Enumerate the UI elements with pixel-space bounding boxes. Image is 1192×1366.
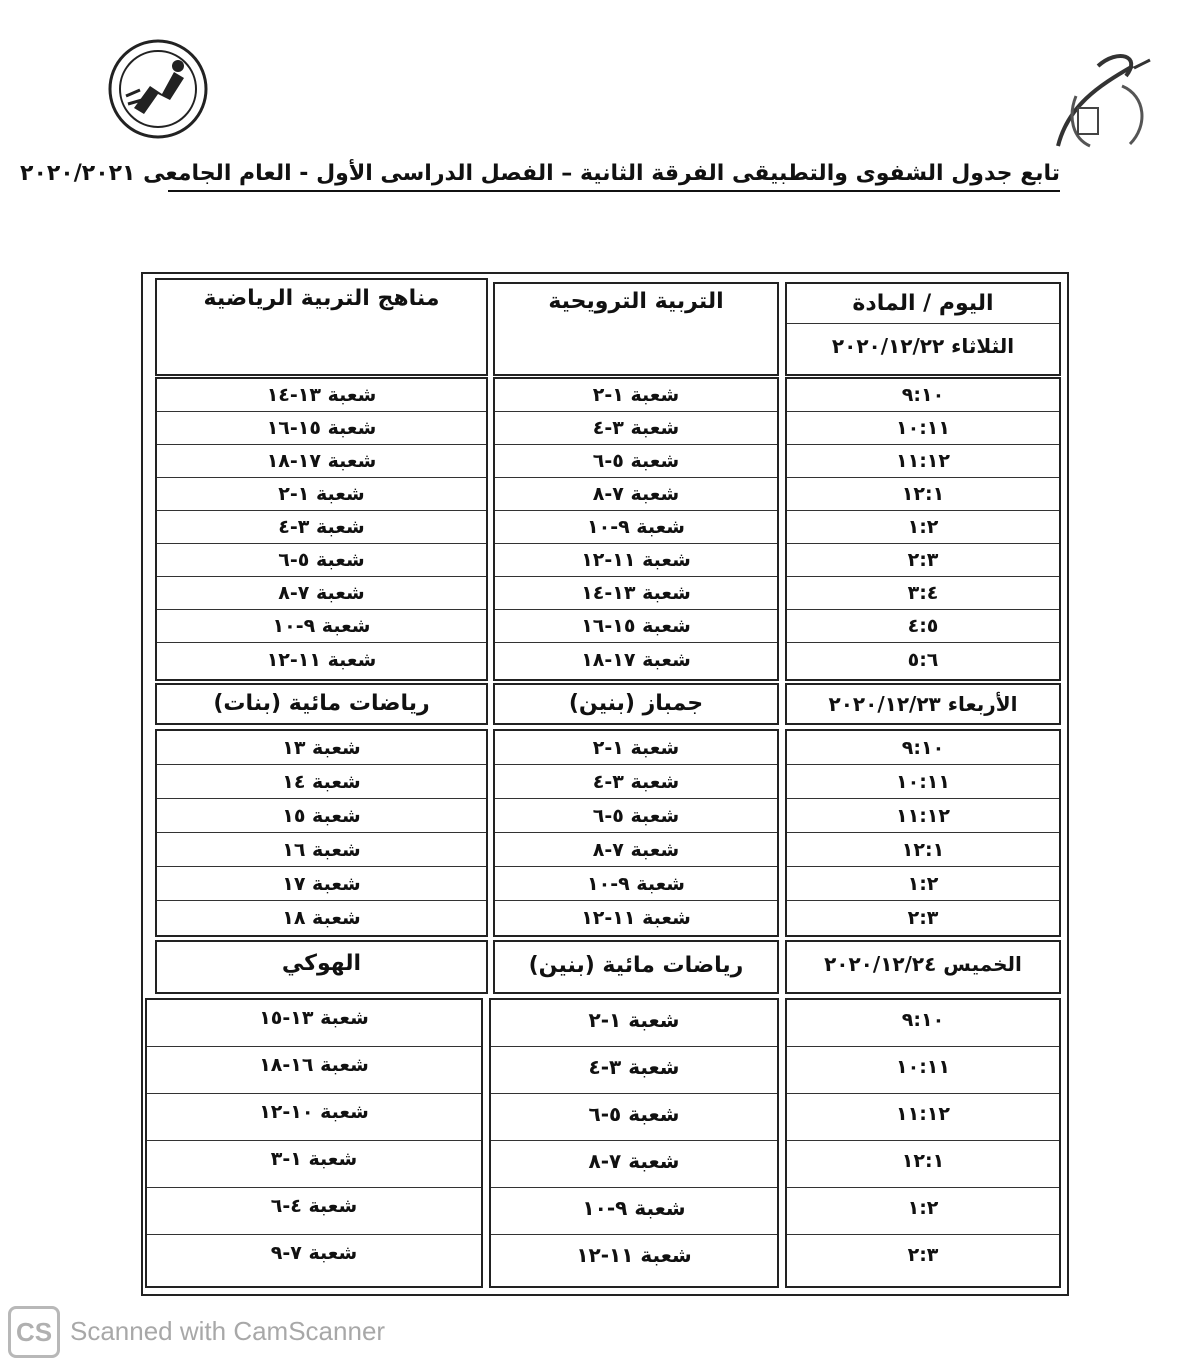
group-cell: شعبة ١١-١٢ xyxy=(576,1243,692,1267)
time-cell: ١١:١٢ xyxy=(787,445,1059,478)
left-col-2 xyxy=(155,729,488,937)
header-day xyxy=(785,940,1061,994)
times-col-2 xyxy=(785,729,1061,937)
time-cell: ١١:١٢ xyxy=(787,799,1059,833)
group-cell: شعبة ١-٢ xyxy=(491,1000,777,1047)
time-cell: ١٢:١ xyxy=(787,1141,1059,1188)
time-cell: ١٢:١ xyxy=(787,478,1059,511)
group-cell: شعبة ١٧-١٨ xyxy=(157,445,486,478)
header-subject-left xyxy=(155,940,488,994)
group-cell: شعبة ١٤ xyxy=(157,765,486,799)
group-cell: شعبة ١٣-١٤ xyxy=(157,379,486,412)
time-cell: ٤:٥ xyxy=(787,610,1059,643)
time-cell: ٢:٣ xyxy=(907,1244,939,1266)
time-cell: ١١:١٢ xyxy=(787,1094,1059,1141)
subject-label: رياضات مائية (بنات) xyxy=(213,691,430,716)
group-cell: شعبة ٩-١٠ xyxy=(495,867,777,901)
day-label: الأربعاء ٢٠٢٠/١٢/٢٣ xyxy=(828,692,1018,716)
group-cell: شعبة ١-٢ xyxy=(495,379,777,412)
group-cell: شعبة ١٧ xyxy=(157,867,486,901)
header-day xyxy=(785,282,1061,376)
header-day xyxy=(785,683,1061,725)
middle-col-1 xyxy=(493,377,779,681)
group-cell: شعبة ٤-٦ xyxy=(147,1188,481,1235)
header-subject-left xyxy=(155,683,488,725)
subject-label: مناهج التربية الرياضية xyxy=(203,286,440,311)
time-cell: ٩:١٠ xyxy=(787,379,1059,412)
group-cell: شعبة ٧-٨ xyxy=(495,478,777,511)
day-subject-label: اليوم / المادة xyxy=(787,284,1059,324)
header-subject-middle xyxy=(493,940,779,994)
group-cell: شعبة ٣-٤ xyxy=(495,412,777,445)
group-cell: شعبة ٧-٨ xyxy=(491,1141,777,1188)
header-subject-middle xyxy=(493,683,779,725)
header-subject-middle xyxy=(493,282,779,376)
camscanner-watermark xyxy=(8,1306,488,1358)
group-cell: شعبة ٧-٨ xyxy=(157,577,486,610)
subject-label: جمباز (بنين) xyxy=(568,691,704,716)
group-cell: شعبة ٥-٦ xyxy=(495,445,777,478)
group-cell: شعبة ٥-٦ xyxy=(491,1094,777,1141)
camscanner-logo-icon: CS xyxy=(8,1306,60,1358)
group-cell: شعبة ١٥-١٦ xyxy=(495,610,777,643)
time-cell: ١٢:١ xyxy=(787,833,1059,867)
group-cell: شعبة ٧-٩ xyxy=(270,1242,358,1264)
time-cell: ٣:٤ xyxy=(787,577,1059,610)
group-cell: شعبة ١٠-١٢ xyxy=(147,1094,481,1141)
subject-label: رياضات مائية (بنين) xyxy=(528,953,744,978)
left-col-3 xyxy=(145,998,483,1288)
group-cell: شعبة ٣-٤ xyxy=(491,1047,777,1094)
group-cell: شعبة ٩-١٠ xyxy=(495,511,777,544)
group-cell: شعبة ٥-٦ xyxy=(157,544,486,577)
time-cell: ١٠:١١ xyxy=(787,412,1059,445)
faculty-seal-icon xyxy=(104,38,212,140)
group-cell: شعبة ١٥ xyxy=(157,799,486,833)
group-cell: شعبة ١-٢ xyxy=(157,478,486,511)
time-cell: ٥:٦ xyxy=(907,649,939,671)
group-cell: شعبة ٣-٤ xyxy=(495,765,777,799)
document-title: تابع جدول الشفوى والتطبيقى الفرقة الثانية – الفصل الدراسى الأول - العام الجامعى ٢٠٢٠/٢٠٢١ xyxy=(168,160,1060,192)
middle-col-3 xyxy=(489,998,779,1288)
time-cell: ١٠:١١ xyxy=(787,765,1059,799)
group-cell: شعبة ٩-١٠ xyxy=(491,1188,777,1235)
group-cell: شعبة ١٨ xyxy=(282,907,361,929)
times-col-3 xyxy=(785,998,1061,1288)
time-cell: ٩:١٠ xyxy=(787,1000,1059,1047)
scanner-text: Scanned with CamScanner xyxy=(70,1316,386,1346)
group-cell: شعبة ١١-١٢ xyxy=(581,907,691,929)
left-col-1 xyxy=(155,377,488,681)
group-cell: شعبة ١٧-١٨ xyxy=(581,649,691,671)
group-cell: شعبة ٧-٨ xyxy=(495,833,777,867)
time-cell: ٩:١٠ xyxy=(787,731,1059,765)
group-cell: شعبة ٥-٦ xyxy=(495,799,777,833)
day-label: الخميس ٢٠٢٠/١٢/٢٤ xyxy=(824,952,1022,976)
group-cell: شعبة ١١-١٢ xyxy=(495,544,777,577)
subject-label: التربية الترويحية xyxy=(548,289,724,314)
time-cell: ٢:٣ xyxy=(907,907,939,929)
header-subject-left xyxy=(155,278,488,376)
group-cell: شعبة ١٥-١٦ xyxy=(157,412,486,445)
group-cell: شعبة ١١-١٢ xyxy=(266,649,377,671)
day-label: الثلاثاء ٢٠٢٠/١٢/٢٢ xyxy=(831,334,1015,358)
group-cell: شعبة ١٦ xyxy=(157,833,486,867)
time-cell: ٢:٣ xyxy=(787,544,1059,577)
middle-col-2 xyxy=(493,729,779,937)
time-cell: ١:٢ xyxy=(787,1188,1059,1235)
subject-label: الهوكي xyxy=(281,951,362,976)
university-emblem-icon xyxy=(1038,46,1158,158)
group-cell: شعبة ١٣-١٤ xyxy=(495,577,777,610)
group-cell: شعبة ١٣ xyxy=(157,731,486,765)
time-cell: ١:٢ xyxy=(787,511,1059,544)
time-cell: ١:٢ xyxy=(787,867,1059,901)
times-col-1 xyxy=(785,377,1061,681)
group-cell: شعبة ٣-٤ xyxy=(157,511,486,544)
time-cell: ١٠:١١ xyxy=(787,1047,1059,1094)
group-cell: شعبة ١٣-١٥ xyxy=(147,1000,481,1047)
group-cell: شعبة ١-٣ xyxy=(147,1141,481,1188)
group-cell: شعبة ١٦-١٨ xyxy=(147,1047,481,1094)
group-cell: شعبة ١-٢ xyxy=(495,731,777,765)
group-cell: شعبة ٩-١٠ xyxy=(157,610,486,643)
